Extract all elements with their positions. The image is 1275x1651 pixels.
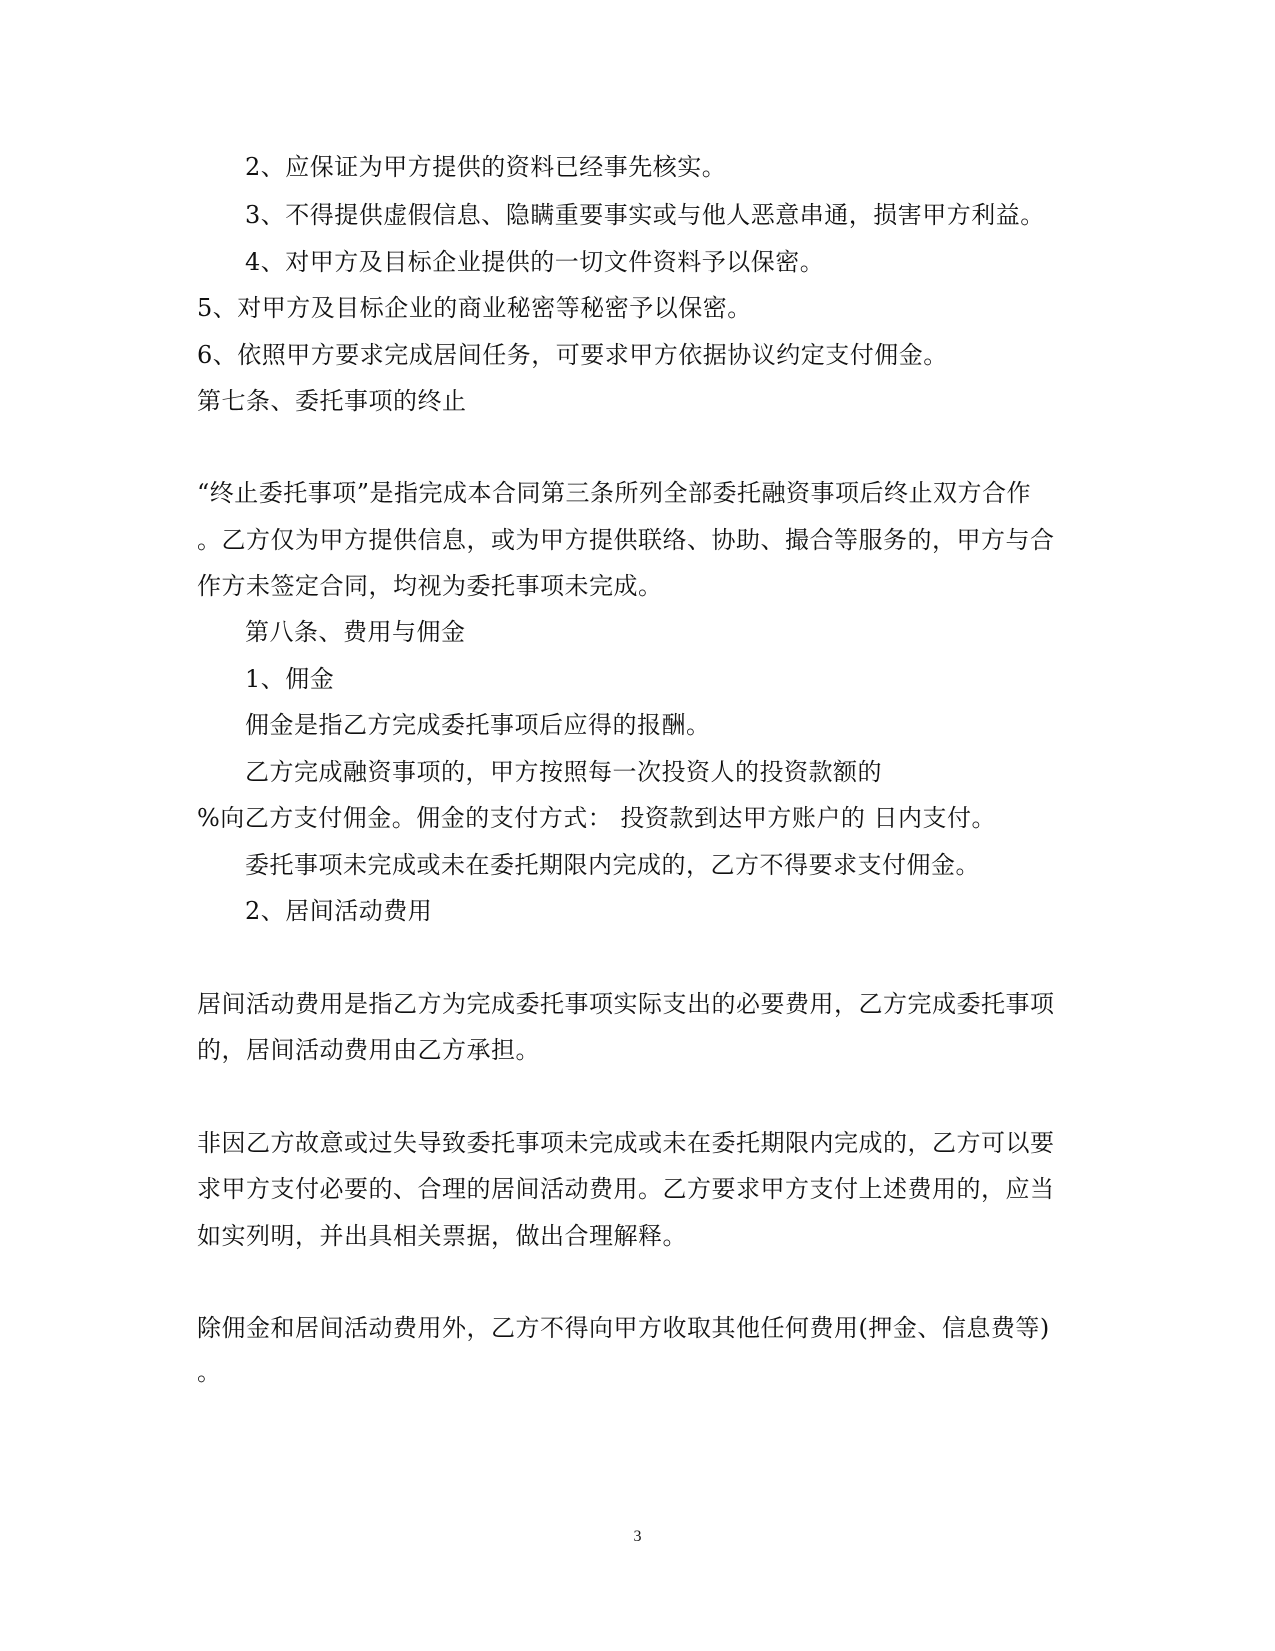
subsection-heading: 1、佣金 bbox=[245, 665, 335, 693]
text-line: 的，居间活动费用由乙方承担。 bbox=[197, 1036, 540, 1064]
text-line: 非因乙方故意或过失导致委托事项未完成或未在委托期限内完成的，乙方可以要 bbox=[197, 1129, 1055, 1157]
text-line: 。 bbox=[197, 1358, 222, 1386]
text-line: 乙方完成融资事项的，甲方按照每一次投资人的投资款额的 bbox=[245, 758, 882, 786]
text-line: 求甲方支付必要的、合理的居间活动费用。乙方要求甲方支付上述费用的，应当 bbox=[197, 1175, 1055, 1203]
section-heading: 第八条、费用与佣金 bbox=[245, 618, 466, 646]
page-number: 3 bbox=[633, 1528, 642, 1545]
text-line: 佣金是指乙方完成委托事项后应得的报酬。 bbox=[245, 711, 711, 739]
text-line: 4、对甲方及目标企业提供的一切文件资料予以保密。 bbox=[245, 248, 825, 276]
text-line: 6、依照甲方要求完成居间任务，可要求甲方依据协议约定支付佣金。 bbox=[197, 341, 948, 369]
section-heading: 第七条、委托事项的终止 bbox=[197, 387, 467, 415]
text-line: 居间活动费用是指乙方为完成委托事项实际支出的必要费用，乙方完成委托事项 bbox=[197, 990, 1055, 1018]
text-line: 除佣金和居间活动费用外，乙方不得向甲方收取其他任何费用(押金、信息费等) bbox=[197, 1314, 1050, 1342]
subsection-heading: 2、居间活动费用 bbox=[245, 897, 433, 925]
text-line: 作方未签定合同，均视为委托事项未完成。 bbox=[197, 572, 663, 600]
text-line: %向乙方支付佣金。佣金的支付方式： 投资款到达甲方账户的 日内支付。 bbox=[197, 804, 997, 832]
text-line: 如实列明，并出具相关票据，做出合理解释。 bbox=[197, 1222, 687, 1250]
text-line: 。乙方仅为甲方提供信息，或为甲方提供联络、协助、撮合等服务的，甲方与合 bbox=[197, 526, 1055, 554]
text-line: 委托事项未完成或未在委托期限内完成的，乙方不得要求支付佣金。 bbox=[245, 851, 980, 879]
text-line: 5、对甲方及目标企业的商业秘密等秘密予以保密。 bbox=[197, 294, 752, 322]
text-line: 3、不得提供虚假信息、隐瞒重要事实或与他人恶意串通，损害甲方利益。 bbox=[245, 201, 1045, 229]
text-line: “终止委托事项”是指完成本合同第三条所列全部委托融资事项后终止双方合作 bbox=[197, 479, 1032, 507]
text-line: 2、应保证为甲方提供的资料已经事先核实。 bbox=[245, 153, 727, 181]
